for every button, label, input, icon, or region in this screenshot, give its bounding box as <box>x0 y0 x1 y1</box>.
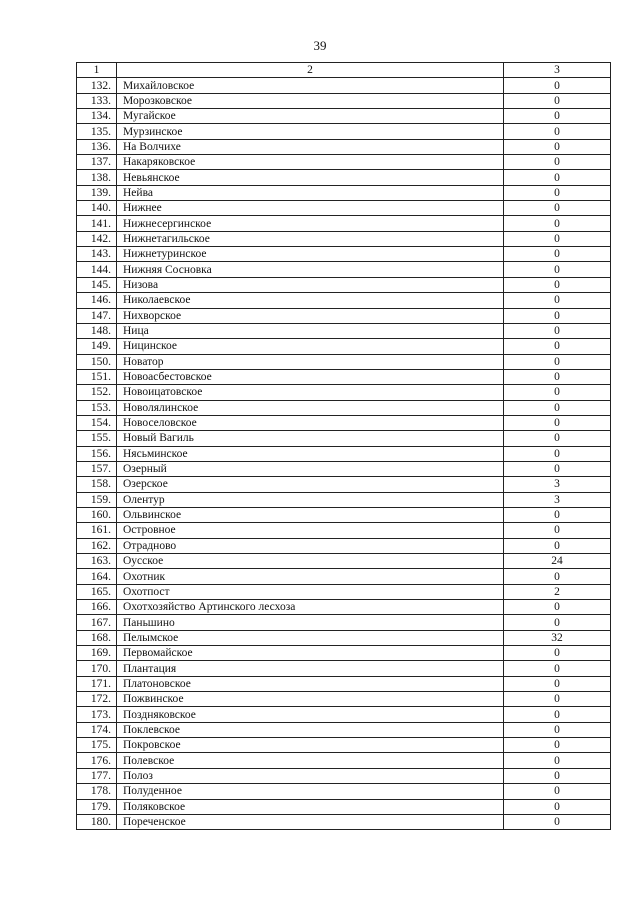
table-row <box>77 768 611 783</box>
row-value: 0 <box>504 692 611 707</box>
row-name: Нижнетуринское <box>117 247 504 262</box>
row-value: 0 <box>504 354 611 369</box>
row-name: Островное <box>117 523 504 538</box>
table-row <box>77 446 611 461</box>
table-row <box>77 799 611 814</box>
header-col-1: 1 <box>77 63 117 78</box>
row-value: 0 <box>504 170 611 185</box>
row-value: 0 <box>504 369 611 384</box>
row-name: Новоселовское <box>117 415 504 430</box>
table-row <box>77 385 611 400</box>
table-row <box>77 277 611 292</box>
row-value: 0 <box>504 231 611 246</box>
row-name: Покровское <box>117 738 504 753</box>
row-number: 159. <box>77 492 117 507</box>
row-value: 0 <box>504 676 611 691</box>
row-name: Новатор <box>117 354 504 369</box>
table-row <box>77 507 611 522</box>
row-value: 0 <box>504 646 611 661</box>
row-number: 136. <box>77 139 117 154</box>
row-name: Мурзинское <box>117 124 504 139</box>
table-row <box>77 354 611 369</box>
row-number: 152. <box>77 385 117 400</box>
table-row <box>77 600 611 615</box>
row-name: Новолялинское <box>117 400 504 415</box>
row-number: 157. <box>77 461 117 476</box>
row-name: Олентур <box>117 492 504 507</box>
row-name: Полевское <box>117 753 504 768</box>
row-name: Накаряковское <box>117 155 504 170</box>
row-value: 0 <box>504 400 611 415</box>
row-value: 0 <box>504 78 611 93</box>
row-value: 0 <box>504 814 611 829</box>
row-name: Мугайское <box>117 109 504 124</box>
row-number: 132. <box>77 78 117 93</box>
row-value: 32 <box>504 630 611 645</box>
registry-table <box>76 62 611 830</box>
row-value: 0 <box>504 722 611 737</box>
table-row <box>77 738 611 753</box>
row-number: 161. <box>77 523 117 538</box>
table-row <box>77 369 611 384</box>
row-value: 0 <box>504 784 611 799</box>
table-row <box>77 692 611 707</box>
table-row <box>77 231 611 246</box>
row-name: Озерское <box>117 477 504 492</box>
row-value: 0 <box>504 507 611 522</box>
row-name: Плантация <box>117 661 504 676</box>
row-number: 167. <box>77 615 117 630</box>
row-name: Морозковское <box>117 93 504 108</box>
table-row <box>77 784 611 799</box>
row-name: Низова <box>117 277 504 292</box>
row-value: 0 <box>504 93 611 108</box>
row-number: 154. <box>77 415 117 430</box>
row-number: 145. <box>77 277 117 292</box>
row-name: Новый Вагиль <box>117 431 504 446</box>
row-name: Нейва <box>117 185 504 200</box>
table-row <box>77 676 611 691</box>
row-name: Нижнетагильское <box>117 231 504 246</box>
row-number: 163. <box>77 554 117 569</box>
table-row <box>77 569 611 584</box>
row-number: 174. <box>77 722 117 737</box>
row-number: 178. <box>77 784 117 799</box>
row-value: 0 <box>504 308 611 323</box>
row-number: 144. <box>77 262 117 277</box>
row-value: 0 <box>504 523 611 538</box>
row-name: Нижнесергинское <box>117 216 504 231</box>
row-number: 156. <box>77 446 117 461</box>
row-number: 148. <box>77 323 117 338</box>
row-number: 142. <box>77 231 117 246</box>
row-value: 0 <box>504 155 611 170</box>
row-name: Ница <box>117 323 504 338</box>
row-name: Оусское <box>117 554 504 569</box>
row-value: 0 <box>504 415 611 430</box>
table-row <box>77 722 611 737</box>
row-value: 0 <box>504 262 611 277</box>
row-name: Нижнее <box>117 201 504 216</box>
table-row <box>77 661 611 676</box>
row-value: 0 <box>504 277 611 292</box>
row-name: Полуденное <box>117 784 504 799</box>
row-number: 177. <box>77 768 117 783</box>
row-number: 147. <box>77 308 117 323</box>
table-row <box>77 630 611 645</box>
row-value: 0 <box>504 385 611 400</box>
row-value: 0 <box>504 323 611 338</box>
row-value: 0 <box>504 661 611 676</box>
table-row <box>77 814 611 829</box>
table-row <box>77 400 611 415</box>
row-number: 146. <box>77 293 117 308</box>
row-number: 170. <box>77 661 117 676</box>
row-number: 173. <box>77 707 117 722</box>
table-row <box>77 477 611 492</box>
header-col-3: 3 <box>504 63 611 78</box>
row-name: Нясьминское <box>117 446 504 461</box>
row-name: Поляковское <box>117 799 504 814</box>
table-row <box>77 93 611 108</box>
table-row <box>77 415 611 430</box>
row-number: 175. <box>77 738 117 753</box>
row-name: Охотпост <box>117 584 504 599</box>
row-number: 151. <box>77 369 117 384</box>
row-value: 0 <box>504 799 611 814</box>
table-row <box>77 523 611 538</box>
row-number: 143. <box>77 247 117 262</box>
row-name: Озерный <box>117 461 504 476</box>
row-number: 153. <box>77 400 117 415</box>
row-number: 168. <box>77 630 117 645</box>
table-row <box>77 124 611 139</box>
table-row <box>77 78 611 93</box>
row-name: Николаевское <box>117 293 504 308</box>
row-name: Охотник <box>117 569 504 584</box>
table-row <box>77 615 611 630</box>
row-name: На Волчихе <box>117 139 504 154</box>
row-name: Нихворское <box>117 308 504 323</box>
row-number: 160. <box>77 507 117 522</box>
row-number: 176. <box>77 753 117 768</box>
page-number: 39 <box>313 38 327 53</box>
table-row <box>77 646 611 661</box>
row-value: 3 <box>504 477 611 492</box>
row-value: 0 <box>504 431 611 446</box>
row-number: 135. <box>77 124 117 139</box>
row-value: 0 <box>504 600 611 615</box>
row-name: Поклевское <box>117 722 504 737</box>
table-row <box>77 109 611 124</box>
row-value: 24 <box>504 554 611 569</box>
row-value: 0 <box>504 201 611 216</box>
row-value: 0 <box>504 461 611 476</box>
table-row <box>77 155 611 170</box>
row-name: Пелымское <box>117 630 504 645</box>
row-number: 137. <box>77 155 117 170</box>
row-value: 0 <box>504 293 611 308</box>
row-number: 133. <box>77 93 117 108</box>
row-name: Платоновское <box>117 676 504 691</box>
header-col-2: 2 <box>117 63 504 78</box>
row-number: 165. <box>77 584 117 599</box>
row-value: 0 <box>504 139 611 154</box>
row-value: 0 <box>504 109 611 124</box>
row-name: Отрадново <box>117 538 504 553</box>
table-row <box>77 753 611 768</box>
row-value: 0 <box>504 569 611 584</box>
row-value: 0 <box>504 124 611 139</box>
row-name: Нижняя Сосновка <box>117 262 504 277</box>
table-row <box>77 201 611 216</box>
table-row <box>77 247 611 262</box>
row-value: 0 <box>504 446 611 461</box>
table-row <box>77 554 611 569</box>
row-number: 155. <box>77 431 117 446</box>
row-name: Первомайское <box>117 646 504 661</box>
row-number: 149. <box>77 339 117 354</box>
row-value: 0 <box>504 216 611 231</box>
table-row <box>77 323 611 338</box>
row-number: 150. <box>77 354 117 369</box>
row-name: Новоицатовское <box>117 385 504 400</box>
table-row <box>77 308 611 323</box>
table-row <box>77 431 611 446</box>
row-value: 0 <box>504 738 611 753</box>
row-number: 138. <box>77 170 117 185</box>
table-row <box>77 461 611 476</box>
row-name: Пореченское <box>117 814 504 829</box>
row-number: 140. <box>77 201 117 216</box>
table-row <box>77 339 611 354</box>
table-row <box>77 185 611 200</box>
row-value: 0 <box>504 707 611 722</box>
row-number: 172. <box>77 692 117 707</box>
table-row <box>77 492 611 507</box>
row-name: Ницинское <box>117 339 504 354</box>
row-name: Паньшино <box>117 615 504 630</box>
table-header-row <box>77 63 611 78</box>
row-value: 2 <box>504 584 611 599</box>
row-name: Михайловское <box>117 78 504 93</box>
row-number: 166. <box>77 600 117 615</box>
row-number: 164. <box>77 569 117 584</box>
row-name: Пожвинское <box>117 692 504 707</box>
table-row <box>77 262 611 277</box>
row-value: 3 <box>504 492 611 507</box>
row-name: Невьянское <box>117 170 504 185</box>
row-name: Охотхозяйство Артинского лесхоза <box>117 600 504 615</box>
row-number: 139. <box>77 185 117 200</box>
table-row <box>77 170 611 185</box>
row-value: 0 <box>504 615 611 630</box>
table-row <box>77 707 611 722</box>
row-value: 0 <box>504 753 611 768</box>
row-number: 141. <box>77 216 117 231</box>
row-value: 0 <box>504 538 611 553</box>
table-row <box>77 584 611 599</box>
table-row <box>77 538 611 553</box>
row-value: 0 <box>504 247 611 262</box>
row-number: 171. <box>77 676 117 691</box>
row-number: 169. <box>77 646 117 661</box>
row-value: 0 <box>504 768 611 783</box>
row-number: 134. <box>77 109 117 124</box>
registry-table-body <box>77 63 611 830</box>
row-name: Новоасбестовское <box>117 369 504 384</box>
row-number: 180. <box>77 814 117 829</box>
row-name: Полоз <box>117 768 504 783</box>
row-name: Поздняковское <box>117 707 504 722</box>
row-number: 179. <box>77 799 117 814</box>
table-row <box>77 293 611 308</box>
row-name: Ольвинское <box>117 507 504 522</box>
table-row <box>77 139 611 154</box>
row-number: 158. <box>77 477 117 492</box>
row-value: 0 <box>504 339 611 354</box>
row-value: 0 <box>504 185 611 200</box>
row-number: 162. <box>77 538 117 553</box>
table-row <box>77 216 611 231</box>
